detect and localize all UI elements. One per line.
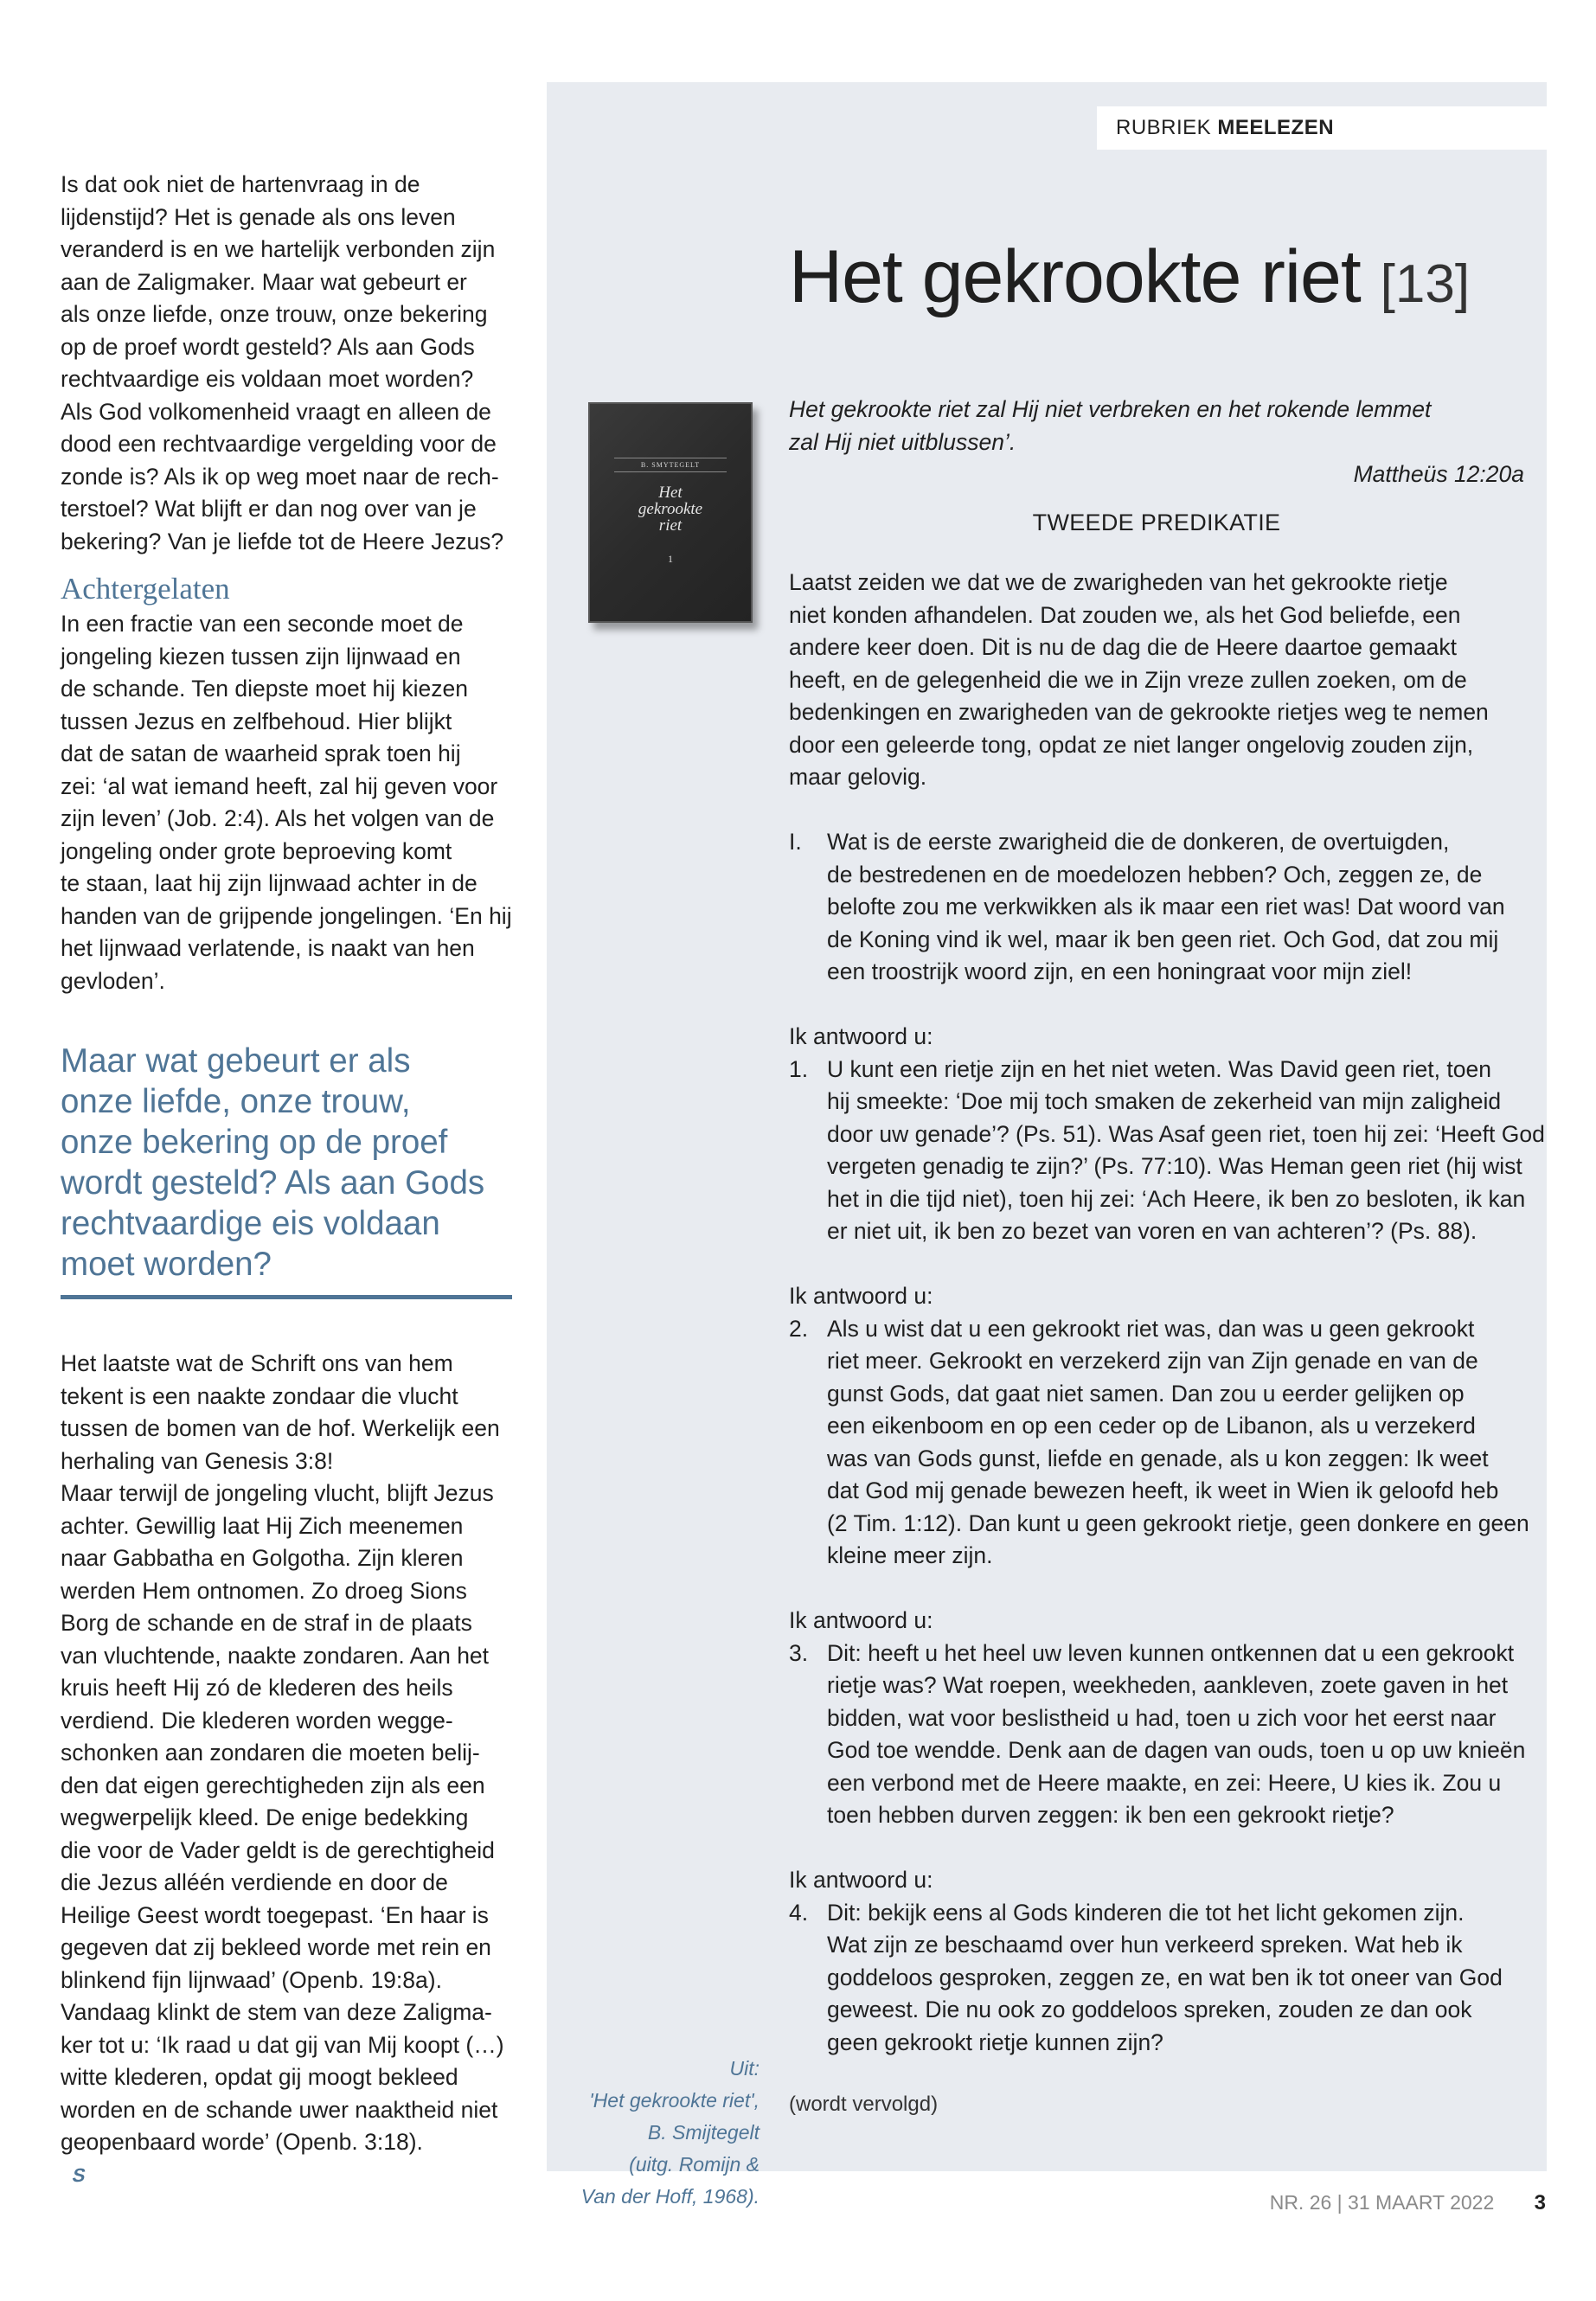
text-line: geen gekrookt rietje kunnen zijn? [827, 2029, 1163, 2055]
text-line: witte klederen, opdat gij moogt bekleed [61, 2064, 458, 2090]
text-line: vergeten genadig te zijn?’ (Ps. 77:10). Was Heman geen riet (hij wist [827, 1153, 1522, 1179]
answer-3 [789, 1638, 1524, 1832]
text-line: Wat is de eerste zwarigheid die de donkeren, de overtuigden, [827, 829, 1450, 855]
book-cover-title-line: Het [658, 484, 683, 502]
text-line: het in die tijd niet), toen hij zei: ‘Ach Heere, ik ben zo besloten, ik kan [827, 1185, 1526, 1212]
answer-2 [789, 1313, 1529, 1573]
text-line: achter. Gewillig laat Hij Zich meenemen [61, 1512, 464, 1539]
verse-line: zal Hij niet uitblussen’. [789, 428, 1016, 455]
pull-quote-line: onze bekering op de proef [61, 1124, 448, 1161]
text-line: terstoel? Wat blijft er dan nog over van je [61, 496, 477, 522]
text-line: herhaling van Genesis 3:8! [61, 1447, 334, 1474]
left-column [61, 169, 512, 2191]
text-line: wegwerpelijk kleed. De enige bedekking [61, 1804, 469, 1830]
text-line: het lijnwaad verlatende, is naakt van hen [61, 935, 475, 961]
text-line: de Koning vind ik wel, maar ik ben geen riet. Och God, dat zou mij [827, 926, 1499, 952]
answer-label: Ik antwoord u: [789, 1607, 933, 1633]
text-line: de bestredenen en de moedelozen hebben? Och, zeggen ze, de [827, 861, 1483, 888]
point-number: I. [789, 829, 802, 855]
text-line: te staan, laat hij zijn lijnwaad achter in de [61, 870, 478, 896]
text-line: Dit: heeft u het heel uw leven kunnen ontkennen dat u een gekrookt [827, 1639, 1515, 1666]
title-text: Het gekrookte riet [789, 235, 1361, 318]
page-footer [1270, 2191, 1546, 2215]
rubric-label [1097, 106, 1547, 150]
text-line: een verbond met de Heere maakte, en zei: Heere, U kies ik. Zou u [827, 1769, 1502, 1796]
text-line: (2 Tim. 1:12). Dan kunt u geen gekrookt rietje, geen donkere en geen [827, 1509, 1529, 1536]
text-line: op de proef wordt gesteld? Als aan Gods [61, 333, 475, 360]
text-line: er niet uit, ik ben zo bezet van voren en van achteren’? (Ps. 88). [827, 1218, 1477, 1244]
caption-line: 'Het gekrookte riet', [589, 2089, 760, 2112]
text-line: schonken aan zondaren die moeten belij- [61, 1740, 480, 1766]
sermon-column [789, 394, 1545, 2121]
text-line: Het laatste wat de Schrift ons van hem [61, 1350, 453, 1376]
left-paragraph-3 [61, 1348, 512, 2191]
text-line: tussen Jezus en zelfbehoud. Hier blijkt [61, 708, 452, 734]
text-line: rietje was? Wat roepen, weekheden, aankleven, zoete gaven in het [827, 1672, 1509, 1698]
image-caption [564, 2053, 760, 2213]
text-line: zonde is? Als ik op weg moet naar de rech- [61, 463, 499, 490]
issue-info: NR. 26 | 31 MAART 2022 [1269, 2191, 1495, 2214]
text-line: zijn leven’ (Job. 2:4). Als het volgen van de [61, 805, 495, 831]
answer-1 [789, 1054, 1545, 1248]
text-line: door een geleerde tong, opdat ze niet langer ongelovig zouden zijn, [789, 731, 1474, 758]
text-line: tussen de bomen van de hof. Werkelijk een [61, 1415, 500, 1441]
book-cover-author: B. SMYTEGELT [614, 458, 727, 472]
text-line: niet konden afhandelen. Dat zouden we, als het God beliefde, een [789, 601, 1461, 628]
answer-number: 3. [789, 1639, 809, 1666]
text-line: heeft, en de gelegenheid die we in Zijn vreze zullen zoeken, om de [789, 666, 1467, 693]
text-line: dat de satan de waarheid sprak toen hij [61, 740, 461, 766]
text-line: worden en de schande uwer naaktheid niet [61, 2096, 498, 2123]
pull-quote-line: Maar wat gebeurt er als [61, 1042, 411, 1080]
answer-number: 4. [789, 1899, 809, 1926]
text-line: Als God volkomenheid vraagt en alleen de [61, 398, 491, 425]
text-line: gegeven dat zij bekleed worde met rein en [61, 1934, 491, 1960]
text-line: handen van de grijpende jongelingen. ‘En hij [61, 902, 512, 929]
text-line: werden Hem ontnomen. Zo droeg Sions [61, 1577, 467, 1604]
pull-quote-line: onze liefde, onze trouw, [61, 1083, 411, 1120]
left-paragraph-2 [61, 608, 512, 997]
text-line: riet meer. Gekrookt en verzekerd zijn van Zijn genade en van de [827, 1348, 1478, 1374]
text-line: jongeling onder grote beproeving komt [61, 837, 452, 864]
page-number: 3 [1534, 2191, 1546, 2214]
text-line: Wat zijn ze beschaamd over hun verkeerd spreken. Wat heb ik [827, 1932, 1463, 1958]
text-line: Dit: bekijk eens al Gods kinderen die tot het licht gekomen zijn. [827, 1899, 1465, 1926]
text-line: andere keer doen. Dit is nu de dag die de Heere daartoe gemaakt [789, 634, 1457, 660]
caption-line: Uit: [729, 2057, 760, 2080]
text-line: die voor de Vader geldt is de gerechtigheid [61, 1836, 495, 1863]
text-line: een eikenboom en op een ceder op de Libanon, als u verzekerd [827, 1413, 1476, 1439]
text-line: hij smeekte: ‘Doe mij toch smaken de zekerheid van mijn zaligheid [827, 1088, 1502, 1114]
text-line: bedenkingen en zwarigheden van de gekrookte rietjes weg te nemen [789, 699, 1489, 725]
book-cover-title-line: riet [658, 516, 683, 535]
left-paragraph-1 [61, 169, 512, 558]
text-line: Vandaag klinkt de stem van deze Zaligma- [61, 1999, 492, 2025]
article-title [789, 234, 1470, 328]
sermon-intro [789, 567, 1524, 794]
verse-line: Het gekrookte riet zal Hij niet verbreken en het rokende lemmet [789, 396, 1432, 422]
text-line: geweest. Die nu ook zo goddeloos spreken, zouden ze dan ook [827, 1997, 1472, 2022]
answer-label: Ik antwoord u: [789, 1023, 933, 1049]
title-number: [13] [1380, 254, 1471, 314]
rubric-prefix: RUBRIEK [1116, 116, 1212, 139]
text-line: naar Gabbatha en Golgotha. Zijn kleren [61, 1545, 464, 1571]
text-line: de schande. Ten diepste moet hij kiezen [61, 676, 468, 702]
text-line: bidden, wat voor beslistheid u had, toen u zich voor het eerst naar [827, 1704, 1497, 1731]
text-line: zei: ‘al wat iemand heeft, zal hij geven voor [61, 772, 498, 799]
text-line: U kunt een rietje zijn en het niet weten. Was David geen riet, toen [827, 1055, 1491, 1082]
caption-line: B. Smijtegelt [647, 2121, 760, 2144]
text-line: jongeling kiezen tussen zijn lijnwaad en [61, 643, 461, 670]
text-line: dat God mij genade bewezen heeft, ik weet in Wien ik geloofd heb [827, 1477, 1499, 1503]
text-line: Laatst zeiden we dat we de zwarigheden van het gekrookte rietje [789, 569, 1448, 595]
text-line: toen hebben durven zeggen: ik ben een gekrookt rietje? [827, 1802, 1394, 1828]
text-line: goddeloos gesproken, zeggen ze, en wat ben ik tot oneer van God [827, 1964, 1503, 1990]
text-line: ker tot u: ‘Ik raad u dat gij van Mij koopt (…) [61, 2031, 504, 2058]
answer-label: Ik antwoord u: [789, 1283, 933, 1309]
text-line: was van Gods gunst, liefde en genade, als u kon zeggen: Ik weet [827, 1445, 1489, 1471]
answer-4 [789, 1897, 1524, 2060]
text-line: Als u wist dat u een gekrookt riet was, dan was u geen gekrookt [827, 1315, 1475, 1342]
book-cover-title-line: gekrookte [638, 500, 703, 518]
text-line: tekent is een naakte zondaar die vlucht [61, 1382, 458, 1409]
text-line: rechtvaardige eis voldaan moet worden? [61, 366, 474, 392]
rubric-name: MEELEZEN [1217, 116, 1335, 139]
text-line: In een fractie van een seconde moet de [61, 611, 464, 637]
text-line: veranderd is en we hartelijk verbonden zijn [61, 236, 496, 262]
text-line: Heilige Geest wordt toegepast. ‘En haar is [61, 1901, 489, 1928]
answer-number: 2. [789, 1315, 809, 1342]
pull-quote-line: rechtvaardige eis voldaan [61, 1205, 440, 1242]
end-of-article-mark: S [70, 2163, 88, 2186]
text-line: die Jezus alléén verdiende en door de [61, 1869, 448, 1895]
text-line: gevloden’. [61, 967, 165, 994]
text-line: aan de Zaligmaker. Maar wat gebeurt er [61, 268, 467, 295]
book-cover-volume: 1 [668, 553, 673, 565]
sermon-heading: TWEEDE PREDIKATIE [1032, 509, 1281, 535]
verse-reference: Mattheüs 12:20a [1353, 461, 1524, 487]
text-line-last [61, 2126, 512, 2191]
text-line: den dat eigen gerechtigheden zijn als een [61, 1772, 485, 1798]
text-line: Borg de schande en de straf in de plaats [61, 1610, 472, 1636]
caption-line: Van der Hoff, 1968). [580, 2185, 760, 2208]
pull-quote [61, 1041, 512, 1285]
text-line: Is dat ook niet de hartenvraag in de [61, 171, 420, 197]
caption-line: (uitg. Romijn & [629, 2153, 760, 2176]
book-cover-image [588, 402, 753, 623]
text-line: een troostrijk woord zijn, en een honingraat voor mijn ziel! [827, 958, 1413, 984]
text-line: Maar terwijl de jongeling vlucht, blijft Jezus [61, 1480, 494, 1506]
book-cover-title [590, 484, 751, 534]
pull-quote-line: moet worden? [61, 1246, 272, 1283]
subheading-achtergelaten: Achtergelaten [61, 572, 230, 606]
answer-number: 1. [789, 1055, 809, 1082]
text-line: blinkend fijn lijnwaad’ (Openb. 19:8a). [61, 1966, 442, 1993]
text-line: kleine meer zijn. [827, 1542, 993, 1568]
text-line: maar gelovig. [789, 764, 927, 790]
text-line: dood een rechtvaardige vergelding voor de [61, 431, 497, 457]
pull-quote-divider [61, 1295, 512, 1299]
text-line: lijdenstijd? Het is genade als ons leven [61, 203, 456, 230]
text-line: als onze liefde, onze trouw, onze bekering [61, 301, 488, 327]
text-line: kruis heeft Hij zó de klederen des heils [61, 1675, 453, 1701]
answer-label: Ik antwoord u: [789, 1867, 933, 1893]
bible-verse [789, 394, 1524, 458]
text-line: bekering? Van je liefde tot de Heere Jezus? [61, 528, 504, 554]
text-line: belofte zou me verkwikken als ik maar een riet was! Dat woord van [827, 894, 1505, 920]
to-be-continued: (wordt vervolgd) [789, 2093, 939, 2116]
text-line: door uw genade’? (Ps. 51). Was Asaf geen riet, toen hij zei: ‘Heeft God [827, 1120, 1545, 1147]
point-one [789, 826, 1524, 989]
text-line: geopenbaard worde’ (Openb. 3:18). [61, 2129, 423, 2155]
text-line: verdiend. Die klederen worden wegge- [61, 1707, 453, 1734]
text-line: gunst Gods, dat gaat niet samen. Dan zou u eerder gelijken op [827, 1380, 1465, 1407]
text-line: van vluchtende, naakte zondaren. Aan het [61, 1642, 490, 1669]
text-line: God toe wendde. Denk aan de dagen van ouds, toen u op uw knieën [827, 1737, 1526, 1763]
pull-quote-line: wordt gesteld? Als aan Gods [61, 1164, 485, 1202]
